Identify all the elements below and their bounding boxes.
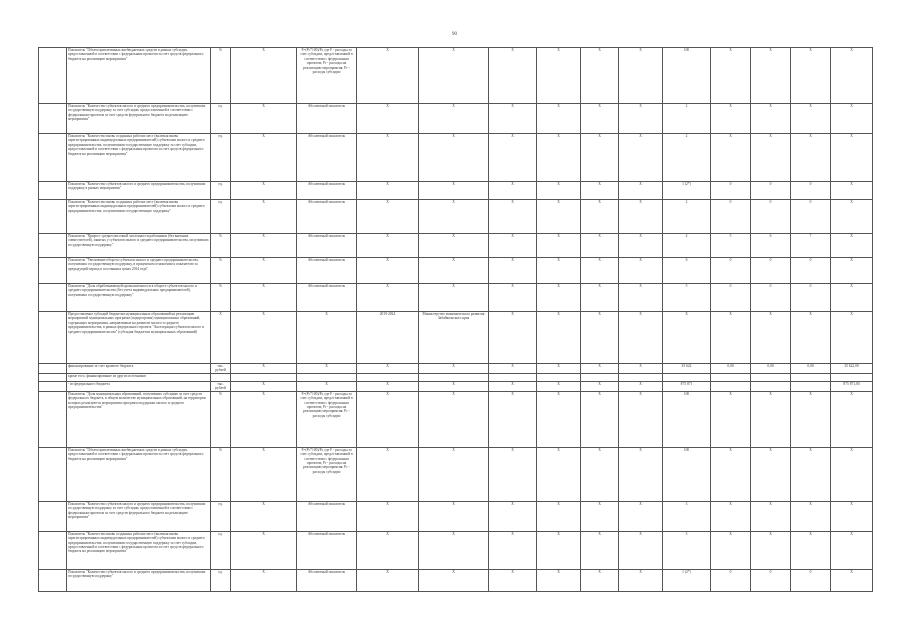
- table-row: [39, 501, 873, 531]
- table-cell: X: [619, 531, 663, 569]
- table-cell: %: [211, 258, 231, 284]
- table-cell: X: [537, 234, 581, 258]
- table-cell: X: [711, 48, 751, 104]
- table-cell: X: [357, 501, 419, 531]
- table-cell: X: [751, 134, 791, 182]
- table-cell: ед.: [211, 200, 231, 234]
- table-cell: X: [489, 312, 537, 364]
- table-cell: Абсолютный показатель: [297, 569, 357, 591]
- table-cell: 0: [711, 200, 751, 234]
- table-cell: Абсолютный показатель: [297, 234, 357, 258]
- table-cell: X: [231, 501, 297, 531]
- table-row: [39, 48, 873, 104]
- table-cell: X: [711, 391, 751, 447]
- table-cell: тыс. рублей: [211, 382, 231, 392]
- table-cell: X: [297, 382, 357, 392]
- table-cell: Абсолютный показатель: [297, 134, 357, 182]
- table-cell: X: [831, 531, 873, 569]
- table-cell: X: [357, 569, 419, 591]
- table-cell: X: [231, 182, 297, 200]
- table-cell: [39, 284, 67, 312]
- table-cell: ед.: [211, 531, 231, 569]
- table-cell: F=(Pc*100)/Pr, где F - расходы за счет субсидии, предоставленной в соответствии с федеральным проектом; Pr - расходы на реализацию мероприятия; Pc - расходы субсидии: [297, 447, 357, 501]
- table-cell: X: [581, 234, 619, 258]
- table-cell: 35 622,00: [831, 364, 873, 374]
- table-cell: 0,00: [751, 364, 791, 374]
- table-cell: Абсолютный показатель: [297, 531, 357, 569]
- table-cell: X: [581, 447, 619, 501]
- table-cell: 0: [751, 284, 791, 312]
- table-cell: X: [751, 447, 791, 501]
- table-cell: [39, 258, 67, 284]
- table-cell: X: [489, 501, 537, 531]
- table-cell: X: [581, 200, 619, 234]
- table-cell: %: [211, 391, 231, 447]
- table-cell: X: [419, 234, 489, 258]
- table-cell: X: [751, 104, 791, 134]
- table-cell: 2: [663, 134, 711, 182]
- table-cell: X: [791, 391, 831, 447]
- table-cell: ед.: [211, 569, 231, 591]
- table-cell: X: [619, 258, 663, 284]
- table-cell: 0: [791, 569, 831, 591]
- table-cell: [39, 134, 67, 182]
- table-cell: Абсолютный показатель: [297, 258, 357, 284]
- table-cell: X: [537, 200, 581, 234]
- table-cell: X: [711, 447, 751, 501]
- table-cell: [39, 182, 67, 200]
- table-cell: X: [537, 382, 581, 392]
- table-cell: Показатель "Количество субъектов малого и среднего предпринимательства, получивших поддержку в рамках мероприятия": [67, 182, 211, 200]
- table-cell: X: [489, 391, 537, 447]
- table-cell: [231, 374, 297, 382]
- table-cell: [39, 447, 67, 501]
- table-cell: 5: [711, 234, 751, 258]
- table-cell: X: [619, 234, 663, 258]
- table-cell: [581, 374, 619, 382]
- table-cell: ед.: [211, 134, 231, 182]
- table-cell: X: [537, 447, 581, 501]
- table-cell: X: [831, 200, 873, 234]
- table-cell: X: [831, 104, 873, 134]
- table-cell: X: [231, 569, 297, 591]
- table-cell: X: [831, 447, 873, 501]
- table-cell: тыс. рублей: [211, 364, 231, 374]
- table-cell: [711, 382, 751, 392]
- table-row: [39, 569, 873, 591]
- table-cell: X: [537, 258, 581, 284]
- table-cell: X: [489, 258, 537, 284]
- table-cell: X: [791, 134, 831, 182]
- table-row: [39, 200, 873, 234]
- table-cell: X: [581, 182, 619, 200]
- table-cell: X: [419, 531, 489, 569]
- table-cell: [39, 501, 67, 531]
- table-cell: X: [231, 134, 297, 182]
- table-cell: 0: [711, 569, 751, 591]
- table-cell: финансирование за счет краевого бюджета: [67, 364, 211, 374]
- table-cell: X: [581, 284, 619, 312]
- table-row: [39, 134, 873, 182]
- table-cell: X: [537, 501, 581, 531]
- table-cell: X: [791, 312, 831, 364]
- table-cell: 0,00: [711, 364, 751, 374]
- table-cell: [663, 374, 711, 382]
- table-cell: X: [357, 391, 419, 447]
- table-cell: X: [581, 48, 619, 104]
- table-cell: X: [711, 501, 751, 531]
- table-cell: X: [419, 364, 489, 374]
- table-cell: X: [581, 312, 619, 364]
- table-cell: X: [619, 104, 663, 134]
- table-cell: X: [791, 104, 831, 134]
- table-cell: X: [231, 382, 297, 392]
- table-cell: [39, 374, 67, 382]
- table-cell: [39, 234, 67, 258]
- table-cell: X: [537, 134, 581, 182]
- table-cell: X: [537, 48, 581, 104]
- table-cell: X: [537, 182, 581, 200]
- table-cell: 0: [711, 182, 751, 200]
- table-cell: X: [619, 284, 663, 312]
- table-cell: 875 871: [663, 382, 711, 392]
- table-cell: X: [711, 531, 751, 569]
- table-cell: X: [419, 134, 489, 182]
- table-cell: Министерство экономического развития Забайкальского края: [419, 312, 489, 364]
- table-cell: X: [619, 134, 663, 182]
- table-cell: X: [831, 258, 873, 284]
- table-cell: [537, 374, 581, 382]
- table-cell: X: [489, 284, 537, 312]
- table-cell: X: [419, 382, 489, 392]
- table-cell: [297, 374, 357, 382]
- table-cell: Показатель "Объем привлеченных внебюджетных средств в рамках субсидии, предоставленной в соответствии с федеральным проектом за счет средств федерального бюджета на реализацию мероприятия": [67, 447, 211, 501]
- table-cell: 5: [663, 284, 711, 312]
- table-cell: 4: [663, 234, 711, 258]
- table-cell: X: [831, 312, 873, 364]
- table-cell: 0: [791, 200, 831, 234]
- table-cell: X: [489, 182, 537, 200]
- table-cell: X: [231, 258, 297, 284]
- table-cell: X: [581, 531, 619, 569]
- table-row: [39, 391, 873, 447]
- table-cell: X: [537, 569, 581, 591]
- table-cell: X: [831, 234, 873, 258]
- table-cell: X: [231, 104, 297, 134]
- table-cell: [831, 374, 873, 382]
- table-cell: X: [537, 364, 581, 374]
- table-cell: X: [357, 48, 419, 104]
- table-cell: 6: [663, 258, 711, 284]
- table-row: [39, 234, 873, 258]
- table-cell: X: [489, 382, 537, 392]
- table-cell: X: [619, 312, 663, 364]
- table-cell: [489, 374, 537, 382]
- table-cell: X: [489, 364, 537, 374]
- table-cell: X: [231, 234, 297, 258]
- table-cell: X: [419, 182, 489, 200]
- table-cell: %: [211, 284, 231, 312]
- table-cell: X: [663, 312, 711, 364]
- table-row: [39, 104, 873, 134]
- table-cell: Показатель "Количество вновь созданных рабочих мест (включая вновь зарегистрированных индивидуальных предпринимателей) субъектами малого и среднего предпринимательства, получившими государственную поддержку за счет субсидии, предоставленной в соответствии с федеральным проектом за счет средств федерального бюджета на реализацию мероприятия": [67, 531, 211, 569]
- table-cell: X: [357, 104, 419, 134]
- table-cell: X: [791, 48, 831, 104]
- table-cell: 1 (2*): [663, 569, 711, 591]
- table-row: [39, 364, 873, 374]
- table-cell: X: [357, 447, 419, 501]
- table-cell: ед.: [211, 182, 231, 200]
- table-cell: X: [791, 501, 831, 531]
- table-cell: ед.: [211, 501, 231, 531]
- table-cell: X: [751, 48, 791, 104]
- table-cell: X: [231, 531, 297, 569]
- table-cell: [751, 382, 791, 392]
- table-cell: X: [297, 364, 357, 374]
- table-cell: X: [619, 364, 663, 374]
- table-cell: X: [831, 134, 873, 182]
- table-cell: X: [537, 104, 581, 134]
- table-cell: X: [619, 200, 663, 234]
- table-cell: [357, 374, 419, 382]
- table-cell: X: [711, 104, 751, 134]
- table-cell: X: [357, 134, 419, 182]
- table-cell: Показатель "Объем привлеченных внебюджетных средств в рамках субсидии, предоставленной в соответствии с федеральным проектом за счет средств федерального бюджета на реализацию мероприятия": [67, 48, 211, 104]
- table-cell: [39, 200, 67, 234]
- table-cell: Показатель "Увеличение оборота субъектов малого и среднего предпринимательства, получивших государственную поддержку, в процентном отношении к показателю за предыдущий период в постоянных ценах 2014 года": [67, 258, 211, 284]
- table-cell: X: [297, 312, 357, 364]
- table-cell: X: [489, 48, 537, 104]
- table-cell: 6: [751, 234, 791, 258]
- table-cell: X: [231, 447, 297, 501]
- table-cell: 100: [663, 48, 711, 104]
- table-cell: 0: [791, 258, 831, 284]
- table-row: [39, 382, 873, 392]
- table-cell: Абсолютный показатель: [297, 200, 357, 234]
- table-cell: - из федерального бюджета: [67, 382, 211, 392]
- table-cell: X: [581, 382, 619, 392]
- table-cell: X: [489, 134, 537, 182]
- table-cell: [39, 364, 67, 374]
- table-cell: %: [211, 447, 231, 501]
- table-cell: X: [751, 312, 791, 364]
- table-cell: X: [489, 531, 537, 569]
- table-cell: X: [581, 391, 619, 447]
- table-cell: X: [419, 391, 489, 447]
- table-cell: 3: [663, 531, 711, 569]
- table-cell: Показатель "Прирост среднесписочной численности работников (без внешних совместителей), занятых у субъектов малого и среднего предпринимательства, получивших государственную поддержку": [67, 234, 211, 258]
- table-cell: 0: [751, 182, 791, 200]
- table-cell: 35 622: [663, 364, 711, 374]
- table-cell: X: [831, 182, 873, 200]
- table-cell: Абсолютный показатель: [297, 284, 357, 312]
- table-cell: X: [211, 312, 231, 364]
- table-cell: X: [419, 569, 489, 591]
- table-cell: X: [419, 447, 489, 501]
- table-cell: X: [831, 569, 873, 591]
- table-cell: X: [489, 104, 537, 134]
- table-cell: 0,00: [791, 364, 831, 374]
- table-cell: [211, 374, 231, 382]
- table-cell: X: [619, 447, 663, 501]
- table-cell: 2: [663, 104, 711, 134]
- table-cell: X: [419, 284, 489, 312]
- table-cell: [39, 391, 67, 447]
- table-cell: [619, 374, 663, 382]
- table-cell: X: [419, 104, 489, 134]
- table-row: [39, 182, 873, 200]
- table-cell: 1 (2*): [663, 182, 711, 200]
- table-cell: X: [419, 258, 489, 284]
- table-cell: X: [711, 134, 751, 182]
- table-row: [39, 258, 873, 284]
- table-cell: X: [537, 312, 581, 364]
- table-cell: X: [581, 569, 619, 591]
- table-cell: X: [619, 569, 663, 591]
- table-cell: Показатель "Количество субъектов малого и среднего предпринимательства, получивших государственную поддержку за счет субсидии, предоставленной в соответствии с федеральным проектом за счет средств федерального бюджета на реализацию мероприятия": [67, 501, 211, 531]
- table-cell: 875 871,00: [831, 382, 873, 392]
- page-number: 90: [452, 32, 457, 37]
- table-cell: X: [619, 182, 663, 200]
- table-cell: X: [751, 531, 791, 569]
- table-cell: X: [419, 48, 489, 104]
- table-cell: [39, 312, 67, 364]
- table-cell: X: [231, 200, 297, 234]
- table-cell: [791, 382, 831, 392]
- table-cell: [39, 569, 67, 591]
- table-cell: X: [581, 364, 619, 374]
- table-cell: [751, 374, 791, 382]
- table-cell: X: [537, 284, 581, 312]
- table-cell: Показатель "Количество субъектов малого и среднего предпринимательства, получивших государственную поддержку за счет субсидии, предоставленной в соответствии с федеральным проектом за счет средств федерального бюджета на реализацию мероприятия": [67, 104, 211, 134]
- table-cell: 0: [791, 182, 831, 200]
- table-cell: Абсолютный показатель: [297, 104, 357, 134]
- table-cell: [39, 531, 67, 569]
- table-row: [39, 447, 873, 501]
- table-cell: 2019-2024: [357, 312, 419, 364]
- table-cell: Абсолютный показатель: [297, 182, 357, 200]
- table-cell: Показатель "Доля обрабатывающей промышленности в обороте субъектов малого и среднего предпринимательства (без учета индивидуальных предпринимателей), получивших государственную поддержку": [67, 284, 211, 312]
- table-cell: X: [489, 447, 537, 501]
- table-cell: 0: [751, 200, 791, 234]
- table-cell: 2: [663, 200, 711, 234]
- table-cell: X: [581, 104, 619, 134]
- table-cell: X: [357, 258, 419, 284]
- table-cell: 0: [791, 284, 831, 312]
- table-cell: X: [231, 364, 297, 374]
- table-cell: X: [489, 569, 537, 591]
- table-cell: X: [537, 391, 581, 447]
- table-cell: X: [831, 284, 873, 312]
- table-cell: [419, 374, 489, 382]
- table-cell: Показатель "Количество вновь созданных рабочих мест (включая вновь зарегистрированных индивидуальных предпринимателей) субъектами малого и среднего предпринимательства, получившими государственную поддержку": [67, 200, 211, 234]
- table-cell: 0: [751, 258, 791, 284]
- table-cell: X: [711, 312, 751, 364]
- table-cell: [711, 374, 751, 382]
- table-cell: X: [581, 501, 619, 531]
- table-row: [39, 531, 873, 569]
- table-cell: X: [831, 48, 873, 104]
- table-cell: X: [831, 501, 873, 531]
- table-cell: [39, 382, 67, 392]
- table-cell: F=(Pc*100)/Pr, где F - расходы за счет субсидии, предоставленной в соответствии с федеральным проектом; Pr - расходы на реализацию мероприятия; Pc - расходы субсидии: [297, 48, 357, 104]
- table-cell: ед.: [211, 104, 231, 134]
- table-cell: X: [619, 391, 663, 447]
- table-cell: X: [791, 531, 831, 569]
- table-cell: X: [357, 382, 419, 392]
- table-cell: 0: [711, 284, 751, 312]
- table-cell: X: [581, 258, 619, 284]
- table-cell: 0: [751, 569, 791, 591]
- table-cell: X: [831, 391, 873, 447]
- table-cell: X: [751, 501, 791, 531]
- table-row: [39, 312, 873, 364]
- table-cell: X: [619, 382, 663, 392]
- table-cell: [791, 374, 831, 382]
- table-cell: Абсолютный показатель: [297, 501, 357, 531]
- table-cell: X: [419, 501, 489, 531]
- table-cell: X: [231, 48, 297, 104]
- table-cell: [39, 48, 67, 104]
- table-cell: X: [537, 531, 581, 569]
- program-indicators-table: [38, 47, 873, 592]
- table-cell: X: [581, 134, 619, 182]
- table-row: [39, 374, 873, 382]
- table-cell: 100: [663, 391, 711, 447]
- table-cell: X: [619, 501, 663, 531]
- table-cell: 7: [791, 234, 831, 258]
- table-cell: X: [419, 200, 489, 234]
- table-row: [39, 284, 873, 312]
- table-cell: F=(Pc*100)/Pr, где F - расходы за счет субсидии, предоставленной в соответствии с федеральным проектом; Pr - расходы на реализацию мероприятия; Pc - расходы субсидии: [297, 391, 357, 447]
- table-cell: Показатель "Количество субъектов малого и среднего предпринимательства, получивших государственную поддержку": [67, 569, 211, 591]
- table-cell: X: [489, 200, 537, 234]
- table-cell: X: [357, 531, 419, 569]
- table-cell: X: [357, 284, 419, 312]
- table-cell: X: [489, 234, 537, 258]
- table-cell: X: [231, 312, 297, 364]
- table-cell: %: [211, 234, 231, 258]
- table-cell: X: [357, 200, 419, 234]
- table-cell: %: [211, 48, 231, 104]
- table-cell: Показатель "Количество вновь созданных рабочих мест (включая вновь зарегистрированных индивидуальных предпринимателей) субъектами малого и среднего предпринимательства, получившими государственную поддержку за счет субсидии, предоставленной в соответствии с федеральным проектом за счет средств федерального бюджета на реализацию мероприятия": [67, 134, 211, 182]
- table-cell: X: [619, 48, 663, 104]
- table-cell: Предоставление субсидий бюджетам муниципальных образований на реализацию мероприятий муниципальных программ (подпрограмм) муниципальных образований, содержащих мероприятия, направленные на развитие малого и среднего предпринимательства, в рамках федерального проекта "Акселерация субъектов малого и среднего предпринимательства" (субсидия бюджетам муниципальных образований): [67, 312, 211, 364]
- table-cell: X: [357, 364, 419, 374]
- table-cell: Показатель "Доля муниципальных образований, получивших субсидию за счет средств федерального бюджета, в общем количестве муниципальных образований, на территории которых реализуются мероприятия программ поддержки малого и среднего предпринимательства": [67, 391, 211, 447]
- table-cell: X: [231, 284, 297, 312]
- table-cell: X: [231, 391, 297, 447]
- table-cell: 100: [663, 447, 711, 501]
- table-cell: X: [791, 447, 831, 501]
- table-cell: X: [357, 234, 419, 258]
- table-cell: X: [751, 391, 791, 447]
- table-cell: [39, 104, 67, 134]
- table-cell: X: [357, 182, 419, 200]
- table-cell: 3: [663, 501, 711, 531]
- table-cell: 0: [711, 258, 751, 284]
- table-cell: кроме того, финансирование из других источников: [67, 374, 211, 382]
